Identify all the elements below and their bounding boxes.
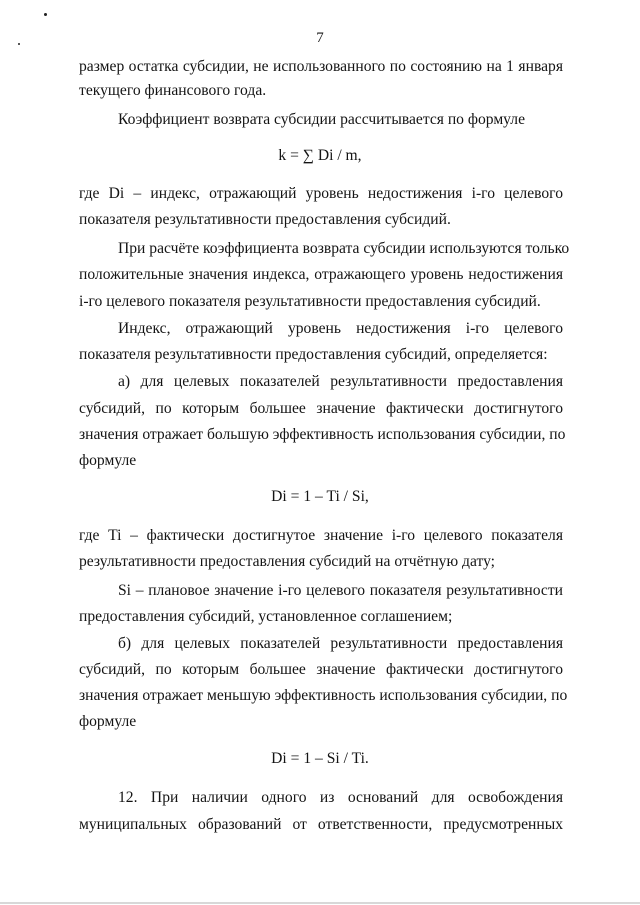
scan-speck <box>44 13 47 16</box>
text-line: формуле <box>79 452 137 469</box>
text-line: а) для целевых показателей результативности предоставления <box>118 373 563 390</box>
text-line: где Di – индекс, отражающий уровень недостижения i-го целевого <box>79 185 563 202</box>
formula: Di = 1 – Si / Ti. <box>271 750 369 767</box>
text-line: i-го целевого показателя результативности предоставления субсидий. <box>79 293 541 310</box>
text-line: положительные значения индекса, отражающего уровень недостижения <box>79 266 563 283</box>
formula: k = ∑ Di / m, <box>278 147 362 164</box>
text-line: 12. При наличии одного из оснований для освобождения <box>118 789 563 806</box>
text-line: субсидий, по которым большее значение фактически достигнутого <box>79 400 563 417</box>
text-line: Коэффициент возврата субсидии рассчитывается по формуле <box>118 111 525 128</box>
page-bottom-edge <box>0 902 640 904</box>
text-line: Si – плановое значение i-го целевого показателя результативности <box>118 582 563 599</box>
text-line: формуле <box>79 713 137 730</box>
text-line: б) для целевых показателей результативности предоставления <box>118 635 563 652</box>
text-line: показателя результативности предоставления субсидий, определяется: <box>79 346 548 363</box>
text-line: субсидий, по которым большее значение фактически достигнутого <box>79 661 563 678</box>
text-line: значения отражает большую эффективность использования субсидии, по <box>79 426 566 443</box>
text-line: предоставления субсидий, установленное соглашением; <box>79 608 453 625</box>
text-line: результативности предоставления субсидий на отчётную дату; <box>79 553 496 570</box>
text-line: где Ti – фактически достигнутое значение i-го целевого показателя <box>79 527 563 544</box>
text-line: муниципальных образований от ответственности, предусмотренных <box>79 816 563 833</box>
text-line: размер остатка субсидии, не использованного по состоянию на 1 января <box>79 58 563 75</box>
page-number: 7 <box>316 30 324 46</box>
text-line: показателя результативности предоставления субсидий. <box>79 211 451 228</box>
formula: Di = 1 – Ti / Si, <box>271 488 369 505</box>
text-line: текущего финансового года. <box>79 82 267 99</box>
text-line: При расчёте коэффициента возврата субсидии используются только <box>118 240 570 257</box>
text-line: Индекс, отражающий уровень недостижения i-го целевого <box>118 320 563 337</box>
text-line: значения отражает меньшую эффективность использования субсидии, по <box>79 687 568 704</box>
